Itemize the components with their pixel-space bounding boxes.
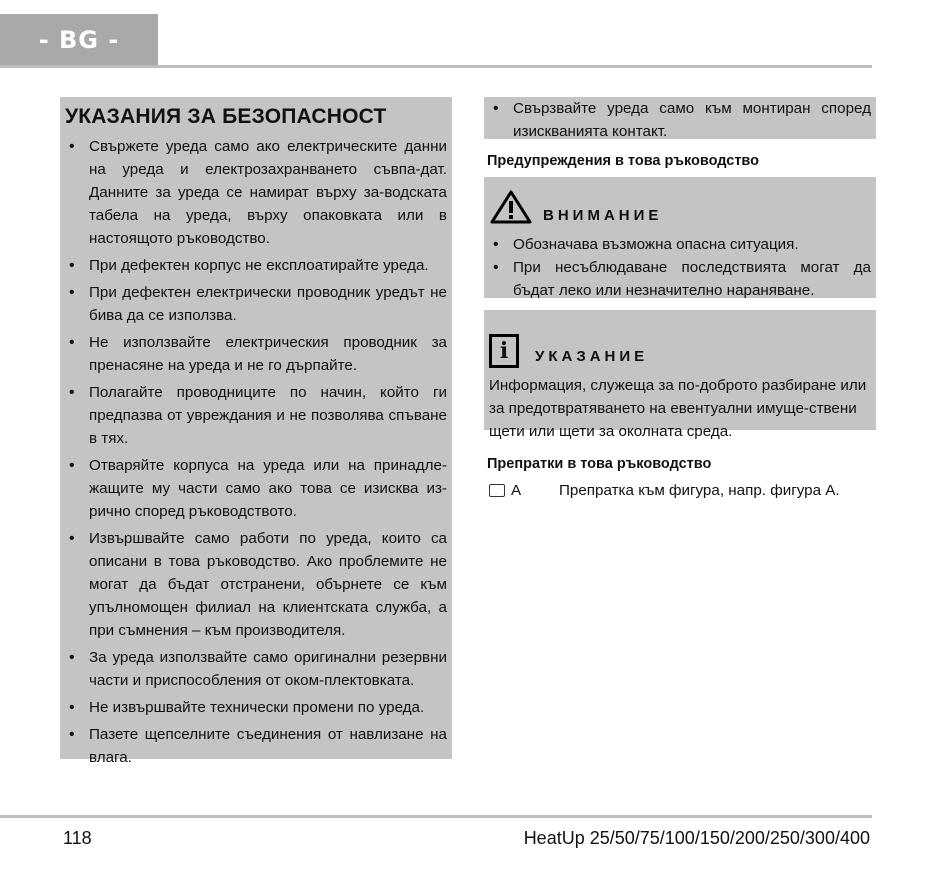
list-item: • Полагайте проводниците по начин, който ги предпазва от увреждания и не позволява спъване в тях. bbox=[65, 381, 447, 450]
list-item: • Извършвайте само работи по уреда, които са описани в това ръководство. Ако проблемите не могат да бъдат отстранени, обърнете се към упълномощен филиал на клиентската служба, а при съмнения – към производителя. bbox=[65, 527, 447, 642]
list-item: • Обозначава възможна опасна ситуация. bbox=[489, 233, 871, 256]
info-icon: i bbox=[489, 334, 519, 368]
reference-text: Препратка към фигура, напр. фигура А. bbox=[559, 482, 840, 499]
note-text: Информация, служеща за по-доброто разбиране или за предотвратяването на евентуални имуще-ствени щети или щети за околната среда. bbox=[489, 377, 867, 440]
safety-list bbox=[65, 135, 447, 769]
list-item: • Не използвайте електрическия проводник за пренасяне на уреда и не го дърпайте. bbox=[65, 331, 447, 377]
list-item: • Пазете щепселните съединения от навлизане на влага. bbox=[65, 723, 447, 769]
list-item: • При дефектен корпус не експлоатирайте уреда. bbox=[65, 254, 447, 277]
list-item: • При несъблюдаване последствията могат да бъдат леко или незначително нараняване. bbox=[489, 256, 871, 302]
figure-box-icon bbox=[489, 484, 505, 497]
references-heading: Препратки в това ръководство bbox=[487, 456, 712, 472]
list-item: • Отваряйте корпуса на уреда или на принадле-жащите му части само ако това се изисква из-рично според ръководството. bbox=[65, 454, 447, 523]
reference-row bbox=[489, 482, 840, 499]
language-tab: - BG - bbox=[0, 14, 158, 66]
list-item: • За уреда използвайте само оригинални резервни части и приспособления от оком-плектовката. bbox=[65, 646, 447, 692]
section-title: УКАЗАНИЯ ЗА БЕЗОПАСНОСТ bbox=[65, 105, 387, 128]
note-box bbox=[484, 310, 876, 440]
list-item: • Свързвайте уреда само към монтиран според изискванията контакт. bbox=[489, 97, 871, 143]
safety-instructions-box bbox=[60, 97, 452, 766]
socket-instruction-box bbox=[484, 97, 876, 139]
footer-divider bbox=[0, 815, 872, 818]
product-name: HeatUp 25/50/75/100/150/200/250/300/400 bbox=[523, 828, 870, 848]
list-item: • Свържете уреда само ако електрическите данни на уреда и електрозахранването съвпа-дат. Данните за уреда се намират върху за-водската табела на уреда, върху опаковката или в настоящото ръководство. bbox=[65, 135, 447, 250]
header-divider bbox=[0, 65, 872, 68]
page-number: 118 bbox=[63, 828, 92, 848]
caution-label: ВНИМАНИЕ bbox=[543, 207, 663, 224]
reference-label: A bbox=[511, 482, 522, 499]
list-item: • При дефектен електрически проводник уредът не бива да се използва. bbox=[65, 281, 447, 327]
caution-box bbox=[484, 177, 876, 298]
list-item: • Не извършвайте технически промени по уреда. bbox=[65, 696, 447, 719]
note-label: УКАЗАНИЕ bbox=[535, 348, 649, 365]
warning-triangle-icon bbox=[489, 189, 533, 225]
warnings-heading: Предупреждения в това ръководство bbox=[487, 153, 760, 169]
